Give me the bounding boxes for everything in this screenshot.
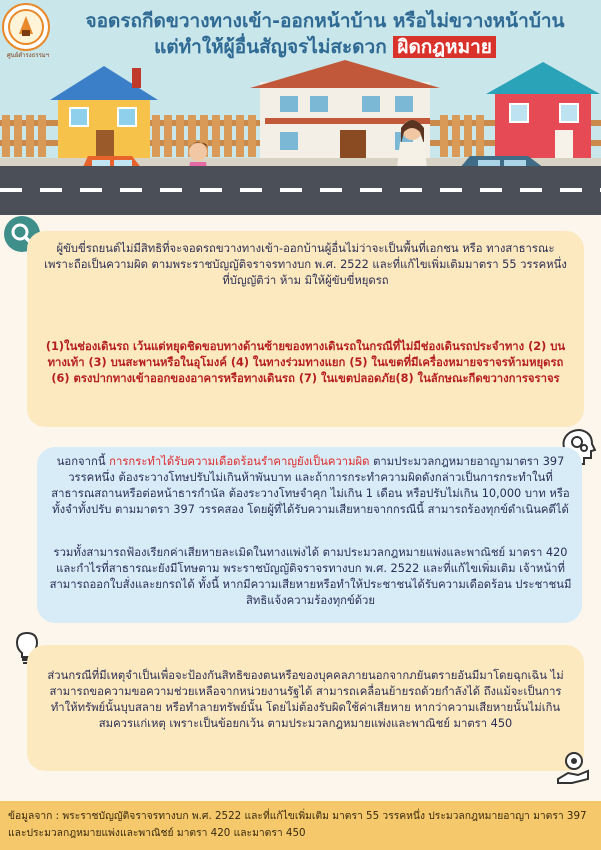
penalty-details: ตามประมวลกฎหมายอาญามาตรา 397 วรรคหนึ่ง ต้องระวางโทษปรับไม่เกินห้าพันบาท และถ้าการกระทำความผิดดังกล่าวเป็นการกระทำในที่สาธารณสถานหรือต่อหน้าธารกำนัล ต้องระวางโทษจำคุก ไม่เกิน 1 เดือน หรือปรับไม่เกิน 10,000 บาท หรือทั้งจำทั้งปรับ ตามมาตรา 397 วรรคสอง โดยผู้ที่ได้รับความเสียหายจากกรณีนี้ สามารถร้องทุกข์ดำเนินคดีได้ xyxy=(51,455,570,516)
legal-basis-text: ผู้ขับขี่รถยนต์ไม่มีสิทธิที่จะจอดรถขวางทางเข้า-ออกบ้านผู้อื่นไม่ว่าจะเป็นพื้นที่เอกชน หรือ ทางสาธารณะ เพราะถือเป็นความผิด ตามพระราชบัญญัติจราจรทางบก พ.ศ. 2522 และที่แก้ไขเพิ่มเติมมาตรา 55 วรรคหนึ่ง ที่บัญญัติว่า ห้าม มิให้ผู้ขับขี่หยุดรถ xyxy=(44,242,567,287)
title-highlight-badge: ผิดกฎหมาย xyxy=(393,36,496,58)
title-line-2 xyxy=(60,36,590,58)
penalty-prefix: นอกจากนี้ xyxy=(56,455,106,468)
red-house xyxy=(486,62,600,162)
title-line-1: จอดรถกีดขวางทางเข้า-ออกหน้าบ้าน หรือไม่ขวางหน้าบ้าน xyxy=(85,10,565,32)
penalty-highlight: การกระทำได้รับความเดือดร้อนรำคาญยังเป็นความผิด xyxy=(109,455,370,468)
organization-logo xyxy=(2,3,50,51)
penalty-paragraph-1 xyxy=(48,454,573,518)
prohibited-stopping-list: (1)ในช่องเดินรถ เว้นแต่หยุดชิดขอบทางด้านซ้ายของทางเดินรถในกรณีที่ไม่มีช่องเดินรถประจำทาง (2) บนทางเท้า (3) บนสะพานหรือในอุโมงค์ (4) ในทางร่วมทางแยก (5) ในเขตที่มีเครื่องหมายจราจรห้ามหยุดรถ (6) ตรงปากทางเข้าออกของอาคารหรือทางเดินรถ (7) ในเขตปลอดภัย(8) ในลักษณะกีดขวางการจราจร xyxy=(45,340,566,385)
logo-caption: ศูนย์ดำรงธรรมฯ xyxy=(6,52,50,59)
penalty-paragraph-2: รวมทั้งสามารถฟ้องเรียกค่าเสียหายละเมิดในทางแพ่งได้ ตามประมวลกฎหมายแพ่งและพาณิชย์ มาตรา 420 และกำไรที่สาธารณะยังมีโทษตาม พระราชบัญญัติจราจรทางบก พ.ศ. 2522 และที่แก้ไขเพิ่มเติม เจ้าหน้าที่สามารถออกใบสั่งและยกรถได้ ทั้งนี้ หากมีความเสียหายหรือทำให้ประชาชนได้รับความเดือดร้อน ประชาชนมีสิทธิแจ้งความร้องทุกข์ด้วย xyxy=(49,546,572,607)
logo-emblem-icon xyxy=(7,8,45,46)
yellow-house xyxy=(50,66,158,163)
title-line-2-text: แต่ทำให้ผู้อื่นสัญจรไม่สะดวก xyxy=(154,36,387,58)
gear-hand-icon xyxy=(554,749,592,785)
header-banner xyxy=(0,0,601,215)
exception-text: ส่วนกรณีที่มีเหตุจำเป็นเพื่อจะป้องกันสิทธิของตนหรือของบุคคลภายนอกจากภยันตรายอันมีมาโดยฉุกเฉิน ไม่สามารถขอความขอความช่วยเหลือจากหน่วยงานรัฐได้ สามารถเคลื่อนย้ายรถด้วยกำลังได้ ถึงแม้จะเป็นการทำให้ทรัพย์นั้นบุบสลาย หรือทำลายทรัพย์นั้น โดยไม่ต้องรับผิดใช้ค่าเสียหาย หากว่าความเสียหายนั้นไม่เกินสมควรแก่เหตุ เพราะเป็นข้อยกเว้น ตามประมวลกฎหมายแพ่งและพาณิชย์ มาตรา 450 xyxy=(47,669,564,730)
source-reference: ข้อมูลจาก : พระราชบัญญัติจราจรทางบก พ.ศ. 2522 และที่แก้ไขเพิ่มเติม มาตรา 55 วรรคหนึ่ง ประมวลกฎหมายอาญา มาตรา 397 และประมวลกฎหมายแพ่งและพาณิชย์ มาตรา 420 และมาตรา 450 xyxy=(8,810,587,839)
road-lane-markings xyxy=(0,188,601,192)
